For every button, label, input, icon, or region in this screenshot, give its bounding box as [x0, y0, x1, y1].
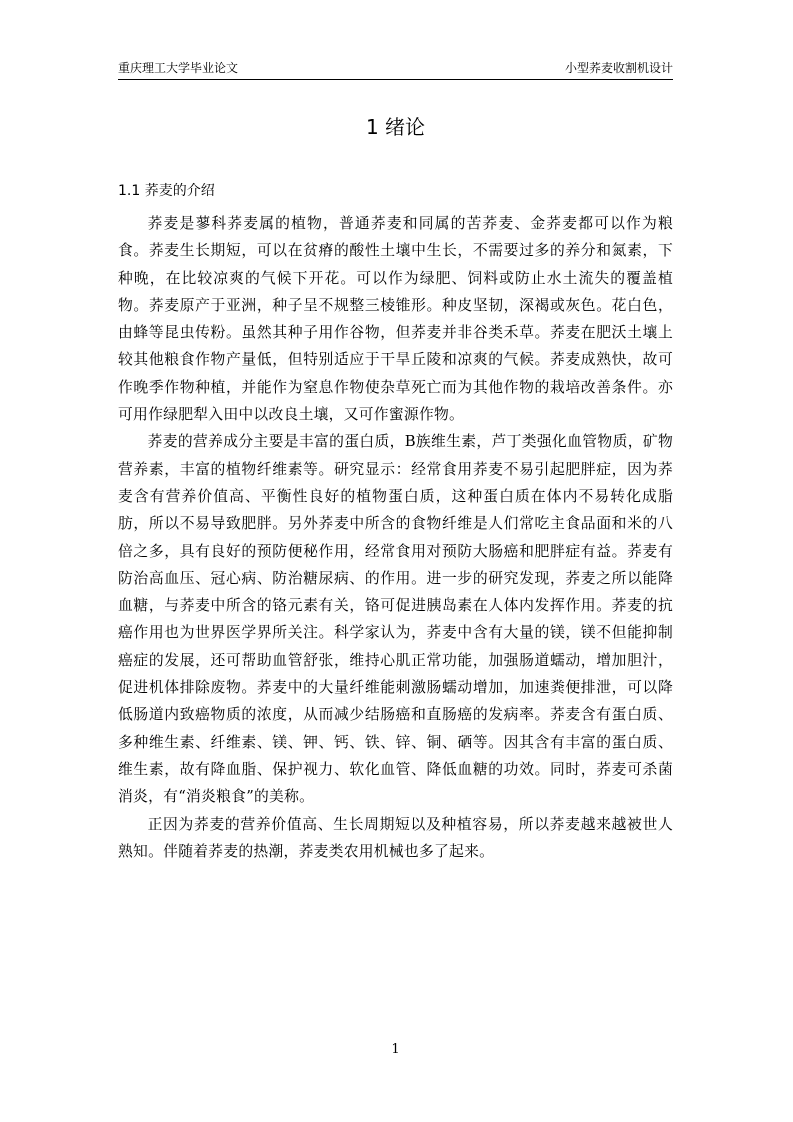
- chapter-title: 1 绪论: [365, 115, 426, 139]
- paragraph: 正因为荞麦的营养价值高、生长周期短以及种植容易，所以荞麦越来越被世人熟知。伴随着荞麦的热潮，荞麦类农用机械也多了起来。: [118, 815, 673, 860]
- header-university-title: 重庆理工大学毕业论文: [118, 61, 239, 75]
- header-thesis-title: 小型荞麦收割机设计: [564, 61, 673, 75]
- body-text: [118, 210, 673, 865]
- paragraph: 荞麦是蓼科荞麦属的植物，普通荞麦和同属的苦荞麦、金荞麦都可以作为粮食。荞麦生长期短，可以在贫瘠的酸性土壤中生长，不需要过多的养分和氮素，下种晚，在比较凉爽的气候下开花。可以作为绿肥、饲料或防止水土流失的覆盖植物。荞麦原产于亚洲，种子呈不规整三棱锥形。种皮坚韧，深褐或灰色。花白色，由蜂等昆虫传粉。虽然其种子用作谷物，但荞麦并非谷类禾草。荞麦在肥沃土壤上较其他粮食作物产量低，但特别适应于干旱丘陵和凉爽的气候。荞麦成熟快，故可作晚季作物种植，并能作为窒息作物使杂草死亡而为其他作物的栽培改善条件。亦可用作绿肥犁入田中以改良土壤，又可作蜜源作物。: [118, 215, 673, 424]
- page-header: [118, 57, 673, 80]
- section-title: 1.1 荞麦的介绍: [118, 183, 215, 199]
- paragraph: 荞麦的营养成分主要是丰富的蛋白质，B族维生素，芦丁类强化血管物质，矿物营养素，丰富的植物纤维素等。研究显示：经常食用荞麦不易引起肥胖症，因为荞麦含有营养价值高、平衡性良好的植物蛋白质，这种蛋白质在体内不易转化成脂肪，所以不易导致肥胖。另外荞麦中所含的食物纤维是人们常吃主食品面和米的八倍之多，具有良好的预防便秘作用，经常食用对预防大肠癌和肥胖症有益。荞麦有防治高血压、冠心病、防治糖尿病、的作用。进一步的研究发现，荞麦之所以能降血糖，与荞麦中所含的铬元素有关，铬可促进胰岛素在人体内发挥作用。荞麦的抗癌作用也为世界医学界所关注。科学家认为，荞麦中含有大量的镁，镁不但能抑制癌症的发展，还可帮助血管舒张，维持心肌正常功能，加强肠道蠕动，增加胆汁，促进机体排除废物。荞麦中的大量纤维能刺激肠蠕动增加，加速粪便排泄，可以降低肠道内致癌物质的浓度，从而减少结肠癌和直肠癌的发病率。荞麦含有蛋白质、多种维生素、纤维素、镁、钾、钙、铁、锌、铜、硒等。因其含有丰富的蛋白质、维生素，故有降血脂、保护视力、软化血管、降低血糖的功效。同时，荞麦可杀菌消炎，有“消炎粮食”的美称。: [118, 433, 673, 806]
- page-number: 1: [391, 1042, 400, 1057]
